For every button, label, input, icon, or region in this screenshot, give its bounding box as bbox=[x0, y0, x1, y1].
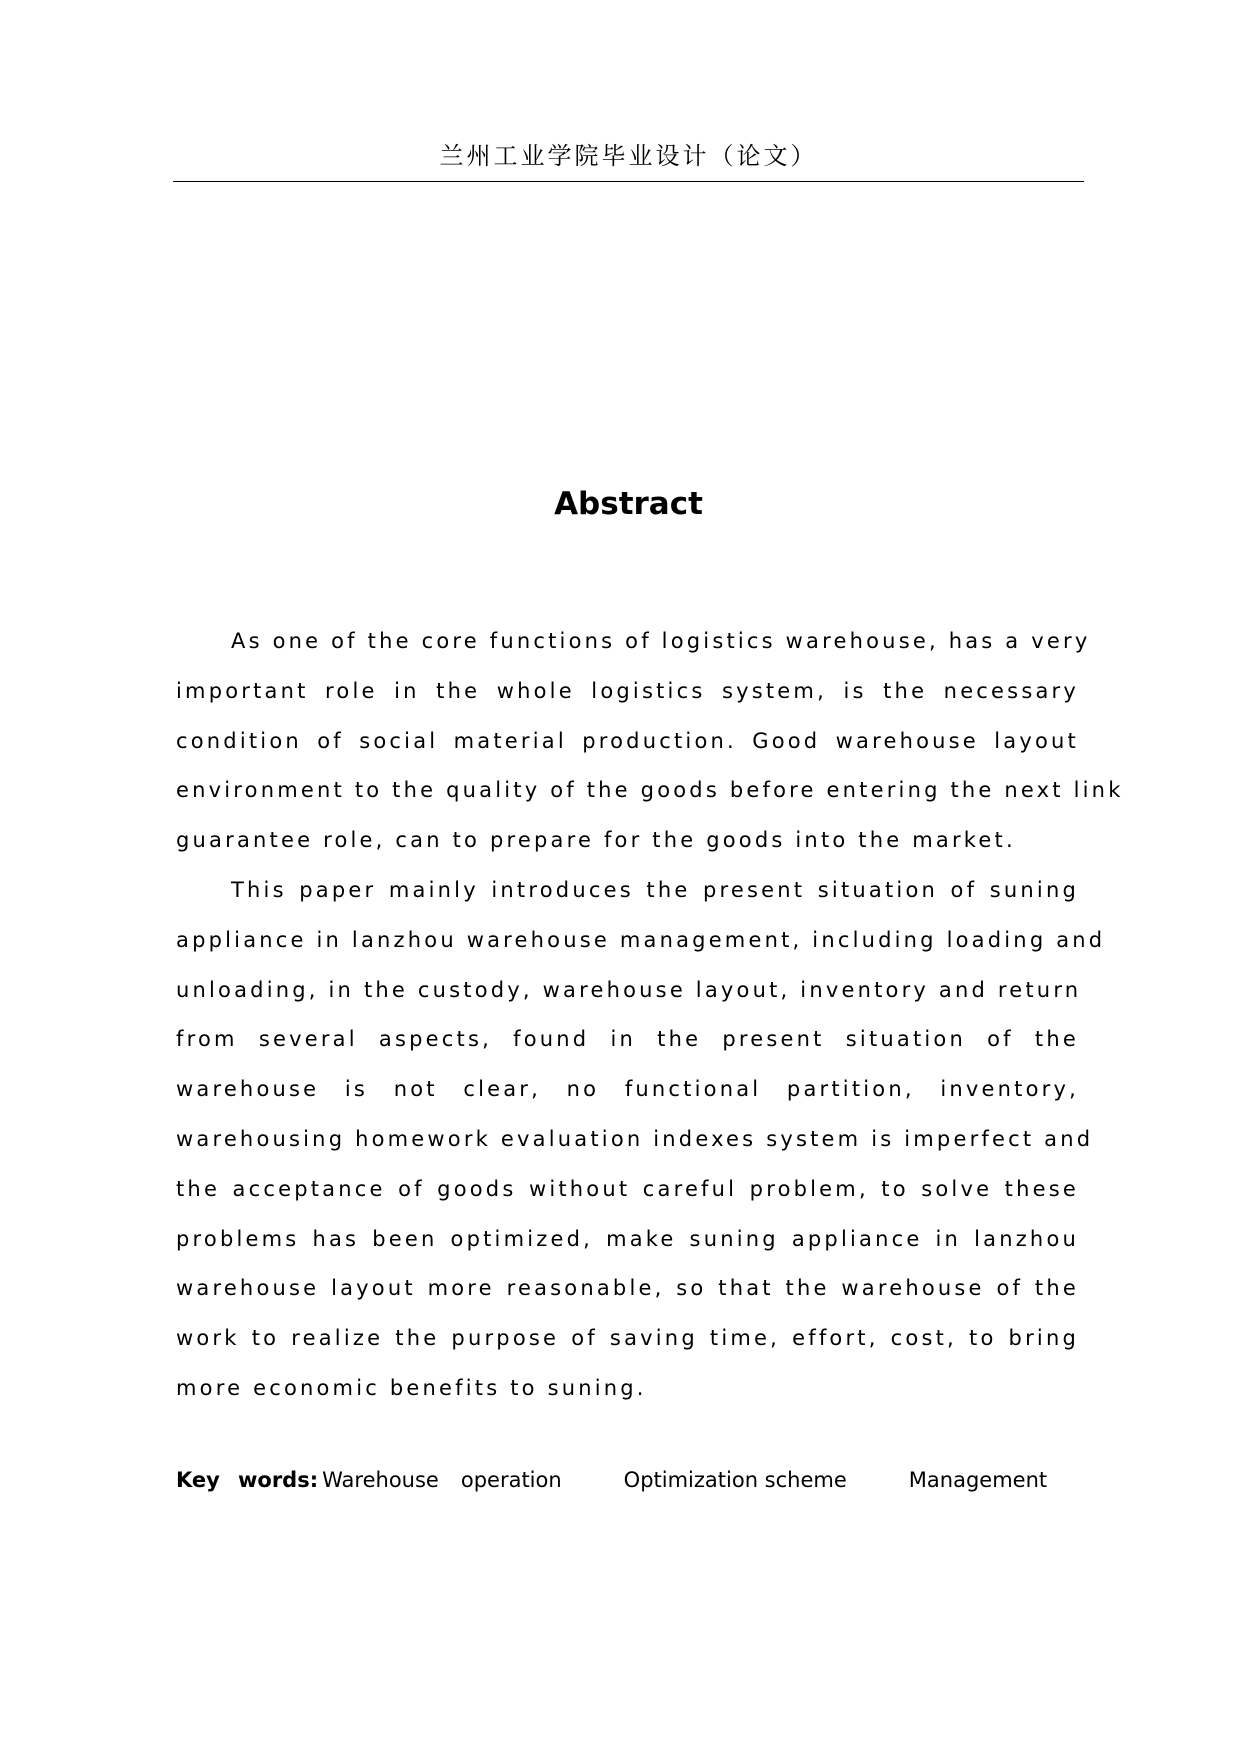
paragraph-line: As one of the core functions of logistics warehouse, has a very bbox=[231, 629, 1091, 653]
paragraph-line: warehouse layout more reasonable, so that the warehouse of the bbox=[176, 1276, 1079, 1301]
paragraph-line: from several aspects, found in the present situation of the bbox=[176, 1027, 1079, 1052]
paragraph-line: unloading, in the custody, warehouse layout, inventory and return bbox=[176, 977, 1082, 1002]
keyword-item: Optimization scheme bbox=[623, 1468, 847, 1492]
paragraph-line: more economic benefits to suning. bbox=[176, 1375, 647, 1400]
paragraph-line: condition of social material production. Good warehouse layout bbox=[176, 728, 1079, 753]
paragraph-line: work to realize the purpose of saving time, effort, cost, to bring bbox=[176, 1326, 1079, 1351]
abstract-paragraph-1 bbox=[176, 617, 1124, 866]
keyword-item: Warehouse bbox=[322, 1468, 439, 1492]
paragraph-line: problems has been optimized, make suning appliance in lanzhou bbox=[176, 1226, 1079, 1251]
paragraph-line: the acceptance of goods without careful problem, to solve these bbox=[176, 1176, 1079, 1201]
keywords-line bbox=[176, 1465, 1079, 1495]
keyword-item: operation bbox=[460, 1468, 562, 1492]
paragraph-line: appliance in lanzhou warehouse management, including loading and bbox=[176, 927, 1106, 952]
paragraph-line: guarantee role, can to prepare for the goods into the market. bbox=[176, 828, 1016, 853]
paragraph-line: warehousing homework evaluation indexes system is imperfect and bbox=[176, 1126, 1094, 1151]
abstract-heading: Abstract bbox=[554, 486, 703, 522]
keywords-label-key: Key bbox=[176, 1468, 220, 1492]
header-divider bbox=[173, 181, 1084, 182]
abstract-paragraph-2 bbox=[176, 866, 1106, 1414]
paragraph-line: environment to the quality of the goods before entering the next link bbox=[176, 778, 1124, 803]
paragraph-line: important role in the whole logistics system, is the necessary bbox=[176, 678, 1079, 703]
keyword-item: Management bbox=[908, 1468, 1048, 1492]
page-header-title: 兰州工业学院毕业设计（论文） bbox=[439, 142, 818, 170]
paragraph-line: This paper mainly introduces the present situation of suning bbox=[231, 877, 1079, 902]
keywords-label-words: words: bbox=[238, 1468, 319, 1492]
abstract-body bbox=[176, 617, 1124, 1414]
paragraph-line: warehouse is not clear, no functional partition, inventory, bbox=[176, 1077, 1079, 1102]
